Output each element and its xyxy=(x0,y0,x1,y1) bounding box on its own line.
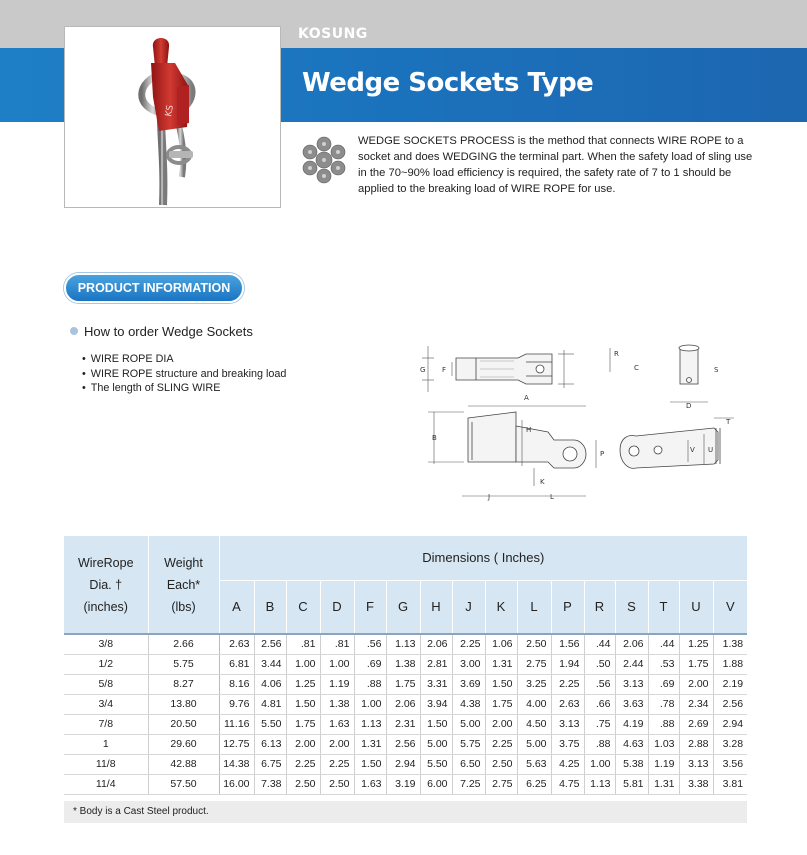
cell-weight: 13.80 xyxy=(148,694,219,714)
dim-label-g: G xyxy=(420,366,426,374)
col-header-weight: Weight Each* (lbs) xyxy=(148,536,219,634)
cell-dimension: 4.63 xyxy=(615,734,648,754)
cell-dimension: 6.00 xyxy=(420,774,452,794)
cell-weight: 57.50 xyxy=(148,774,219,794)
order-item: • The length of SLING WIRE xyxy=(82,381,286,396)
dimensions-table xyxy=(64,536,747,795)
cell-dimension: 3.00 xyxy=(452,654,485,674)
cell-dimension: 3.25 xyxy=(517,674,551,694)
cell-dimension: 3.13 xyxy=(615,674,648,694)
wire-rope-cross-section-icon xyxy=(294,130,354,190)
cell-dimension: .78 xyxy=(648,694,679,714)
wedge-socket-photo xyxy=(64,26,281,208)
table-row xyxy=(64,654,747,674)
col-header-dim: K xyxy=(485,580,517,634)
cell-dimension: 1.94 xyxy=(551,654,584,674)
cell-dimension: 2.69 xyxy=(679,714,713,734)
cell-weight: 5.75 xyxy=(148,654,219,674)
cell-dimension: 6.25 xyxy=(517,774,551,794)
cell-dimension: 3.44 xyxy=(254,654,286,674)
cell-dimension: 2.00 xyxy=(679,674,713,694)
cell-dimension: 3.38 xyxy=(679,774,713,794)
dim-label-d: D xyxy=(686,402,692,410)
cell-dimension: .44 xyxy=(648,634,679,654)
cell-dimension: 1.50 xyxy=(286,694,320,714)
cell-dimension: 4.75 xyxy=(551,774,584,794)
cell-dimension: 1.00 xyxy=(354,694,386,714)
cell-dimension: 2.56 xyxy=(713,694,747,714)
order-heading xyxy=(70,324,253,339)
cell-weight: 29.60 xyxy=(148,734,219,754)
dim-label-s: S xyxy=(714,366,719,374)
cell-dimension: 2.06 xyxy=(386,694,420,714)
col-header-dim: B xyxy=(254,580,286,634)
order-item: • WIRE ROPE DIA xyxy=(82,352,286,367)
table-row xyxy=(64,754,747,774)
dim-label-b: B xyxy=(432,434,437,442)
cell-dimension: 3.56 xyxy=(713,754,747,774)
cell-weight: 20.50 xyxy=(148,714,219,734)
cell-dimension: 2.25 xyxy=(320,754,354,774)
cell-dimension: 3.63 xyxy=(615,694,648,714)
cell-dimension: 14.38 xyxy=(219,754,254,774)
cell-dimension: 7.38 xyxy=(254,774,286,794)
cell-dimension: .44 xyxy=(584,634,615,654)
table-row xyxy=(64,774,747,794)
cell-dimension: 4.25 xyxy=(551,754,584,774)
cell-dimension: 3.69 xyxy=(452,674,485,694)
dim-label-r: R xyxy=(614,350,619,358)
svg-text:KS: KS xyxy=(164,104,176,118)
wedge-socket-dimension-diagram xyxy=(414,340,754,510)
cell-dimension: 1.75 xyxy=(386,674,420,694)
cell-dimension: .88 xyxy=(354,674,386,694)
cell-dimension: 1.31 xyxy=(354,734,386,754)
bullet-dot-icon xyxy=(70,327,78,335)
cell-dimension: 2.50 xyxy=(485,754,517,774)
cell-dimension: 2.94 xyxy=(713,714,747,734)
table-row xyxy=(64,674,747,694)
col-header-dim: F xyxy=(354,580,386,634)
cell-dimension: 1.19 xyxy=(320,674,354,694)
cell-dia: 1 xyxy=(64,734,148,754)
cell-dimension: 1.13 xyxy=(354,714,386,734)
cell-dimension: 2.44 xyxy=(615,654,648,674)
cell-dimension: 1.56 xyxy=(551,634,584,654)
dim-label-h: H xyxy=(526,426,532,434)
cell-dimension: 1.13 xyxy=(584,774,615,794)
cell-dimension: .88 xyxy=(648,714,679,734)
col-header-dim: P xyxy=(551,580,584,634)
cell-dimension: 2.19 xyxy=(713,674,747,694)
cell-dimension: 4.50 xyxy=(517,714,551,734)
cell-dimension: 1.25 xyxy=(286,674,320,694)
cell-dimension: 1.63 xyxy=(320,714,354,734)
cell-dimension: .66 xyxy=(584,694,615,714)
cell-dimension: .56 xyxy=(354,634,386,654)
cell-weight: 42.88 xyxy=(148,754,219,774)
cell-dimension: 2.00 xyxy=(320,734,354,754)
cell-dimension: 3.81 xyxy=(713,774,747,794)
cell-dia: 3/4 xyxy=(64,694,148,714)
cell-weight: 2.66 xyxy=(148,634,219,654)
col-header-dim: C xyxy=(286,580,320,634)
cell-dimension: 5.81 xyxy=(615,774,648,794)
dimensions-header: Dimensions ( Inches) xyxy=(219,536,747,580)
cell-dimension: 6.50 xyxy=(452,754,485,774)
cell-dimension: 4.06 xyxy=(254,674,286,694)
order-heading-text: How to order Wedge Sockets xyxy=(84,324,253,339)
cell-dimension: .69 xyxy=(648,674,679,694)
col-header-dim: L xyxy=(517,580,551,634)
dimensions-table-body xyxy=(64,634,747,794)
cell-dimension: .53 xyxy=(648,654,679,674)
cell-dimension: 16.00 xyxy=(219,774,254,794)
cell-dimension: 1.03 xyxy=(648,734,679,754)
col-header-dim: A xyxy=(219,580,254,634)
col-header-dim: H xyxy=(420,580,452,634)
cell-dimension: 2.50 xyxy=(286,774,320,794)
dim-label-t: T xyxy=(726,418,731,426)
cell-dimension: 2.25 xyxy=(452,634,485,654)
wedge-socket-illustration xyxy=(65,27,280,207)
cell-dimension: 2.75 xyxy=(517,654,551,674)
dim-label-p: P xyxy=(600,450,605,458)
dim-label-f: F xyxy=(442,366,447,374)
cell-dimension: 2.94 xyxy=(386,754,420,774)
cell-dimension: 2.63 xyxy=(219,634,254,654)
cell-dia: 5/8 xyxy=(64,674,148,694)
dim-label-k: K xyxy=(540,478,545,486)
cell-dimension: 4.00 xyxy=(517,694,551,714)
cell-dimension: 6.81 xyxy=(219,654,254,674)
cell-dia: 7/8 xyxy=(64,714,148,734)
cell-dimension: 1.38 xyxy=(320,694,354,714)
dimensions-table-wrap xyxy=(64,536,747,795)
cell-dimension: 3.31 xyxy=(420,674,452,694)
cell-dimension: 1.38 xyxy=(386,654,420,674)
cell-dimension: .81 xyxy=(320,634,354,654)
cell-dimension: 1.31 xyxy=(485,654,517,674)
table-row xyxy=(64,634,747,654)
col-header-dia: WireRope Dia. † (inches) xyxy=(64,536,148,634)
cell-dimension: 1.31 xyxy=(648,774,679,794)
cell-dimension: 2.31 xyxy=(386,714,420,734)
dim-label-j: J xyxy=(488,493,491,501)
cell-dimension: 2.75 xyxy=(485,774,517,794)
cell-dimension: 1.25 xyxy=(679,634,713,654)
cell-dimension: 2.56 xyxy=(386,734,420,754)
cell-dimension: .88 xyxy=(584,734,615,754)
cell-dimension: 6.13 xyxy=(254,734,286,754)
cell-dimension: 5.38 xyxy=(615,754,648,774)
cell-dimension: 3.28 xyxy=(713,734,747,754)
cell-dia: 1/2 xyxy=(64,654,148,674)
cell-dimension: 1.00 xyxy=(320,654,354,674)
cell-dimension: 2.50 xyxy=(320,774,354,794)
col-header-dim: U xyxy=(679,580,713,634)
cell-dimension: 2.25 xyxy=(485,734,517,754)
cell-dimension: 5.75 xyxy=(452,734,485,754)
cell-dimension: 5.00 xyxy=(452,714,485,734)
cell-dimension: 2.81 xyxy=(420,654,452,674)
cell-dimension: 2.63 xyxy=(551,694,584,714)
cell-dimension: 1.00 xyxy=(286,654,320,674)
cell-dimension: 4.81 xyxy=(254,694,286,714)
cell-dimension: 2.25 xyxy=(551,674,584,694)
cell-dimension: 7.25 xyxy=(452,774,485,794)
cell-dimension: 2.25 xyxy=(286,754,320,774)
order-list xyxy=(82,352,286,396)
cell-dimension: .81 xyxy=(286,634,320,654)
cell-dimension: 4.38 xyxy=(452,694,485,714)
cell-dimension: 1.50 xyxy=(420,714,452,734)
col-header-dim: G xyxy=(386,580,420,634)
cell-dimension: 2.88 xyxy=(679,734,713,754)
cell-dimension: 3.19 xyxy=(386,774,420,794)
cell-dimension: 3.94 xyxy=(420,694,452,714)
dim-label-l: L xyxy=(550,493,554,501)
cell-dimension: 1.50 xyxy=(354,754,386,774)
cell-dimension: 1.50 xyxy=(485,674,517,694)
col-header-dim: D xyxy=(320,580,354,634)
cell-dimension: 5.00 xyxy=(420,734,452,754)
cell-dimension: 2.06 xyxy=(420,634,452,654)
col-header-dim: J xyxy=(452,580,485,634)
cell-dimension: 9.76 xyxy=(219,694,254,714)
intro-description: WEDGE SOCKETS PROCESS is the method that connects WIRE ROPE to a socket and does WEDGING the terminal part. When the safety load of sling use in the 70~90% load efficiency is required, the safety rate of 7 to 1 should be applied to the breaking load of WIRE ROPE for use. xyxy=(358,135,753,195)
cell-dimension: 1.88 xyxy=(713,654,747,674)
cell-dimension: 8.16 xyxy=(219,674,254,694)
cell-dimension: 2.56 xyxy=(254,634,286,654)
product-information-badge: PRODUCT INFORMATION xyxy=(64,273,244,303)
cell-dimension: 3.13 xyxy=(679,754,713,774)
cell-dia: 11/4 xyxy=(64,774,148,794)
cell-dimension: 2.00 xyxy=(485,714,517,734)
cell-dimension: 1.75 xyxy=(485,694,517,714)
page-title: Wedge Sockets Type xyxy=(302,68,594,98)
col-header-dim: S xyxy=(615,580,648,634)
table-row xyxy=(64,694,747,714)
cell-dimension: 4.19 xyxy=(615,714,648,734)
cell-dimension: 6.75 xyxy=(254,754,286,774)
cell-dimension: 2.34 xyxy=(679,694,713,714)
table-row xyxy=(64,714,747,734)
brand-logo: KOSUNG xyxy=(298,26,368,42)
dim-label-u: U xyxy=(708,446,714,454)
cell-dia: 11/8 xyxy=(64,754,148,774)
cell-dimension: 2.50 xyxy=(517,634,551,654)
cell-dimension: 2.00 xyxy=(286,734,320,754)
table-row xyxy=(64,734,747,754)
cell-dimension: .56 xyxy=(584,674,615,694)
cell-dimension: 1.06 xyxy=(485,634,517,654)
cell-dimension: .69 xyxy=(354,654,386,674)
cell-dimension: 1.75 xyxy=(679,654,713,674)
cell-dimension: 2.06 xyxy=(615,634,648,654)
cell-dimension: 12.75 xyxy=(219,734,254,754)
col-header-dim: R xyxy=(584,580,615,634)
cell-dimension: 5.63 xyxy=(517,754,551,774)
cell-dimension: 11.16 xyxy=(219,714,254,734)
order-item: • WIRE ROPE structure and breaking load xyxy=(82,367,286,382)
footnote: * Body is a Cast Steel product. xyxy=(64,801,747,823)
dim-label-a: A xyxy=(524,394,529,402)
cell-dimension: 5.50 xyxy=(420,754,452,774)
dim-label-c: C xyxy=(634,364,639,372)
cell-weight: 8.27 xyxy=(148,674,219,694)
cell-dimension: 1.13 xyxy=(386,634,420,654)
cell-dimension: 5.50 xyxy=(254,714,286,734)
cell-dimension: .75 xyxy=(584,714,615,734)
cell-dimension: 3.13 xyxy=(551,714,584,734)
dim-label-v: V xyxy=(690,446,695,454)
cell-dimension: 1.63 xyxy=(354,774,386,794)
cell-dimension: 3.75 xyxy=(551,734,584,754)
cell-dimension: 5.00 xyxy=(517,734,551,754)
cell-dimension: 1.38 xyxy=(713,634,747,654)
col-header-dim: T xyxy=(648,580,679,634)
cell-dimension: 1.19 xyxy=(648,754,679,774)
cell-dia: 3/8 xyxy=(64,634,148,654)
cell-dimension: .50 xyxy=(584,654,615,674)
col-header-dim: V xyxy=(713,580,747,634)
cell-dimension: 1.75 xyxy=(286,714,320,734)
cell-dimension: 1.00 xyxy=(584,754,615,774)
